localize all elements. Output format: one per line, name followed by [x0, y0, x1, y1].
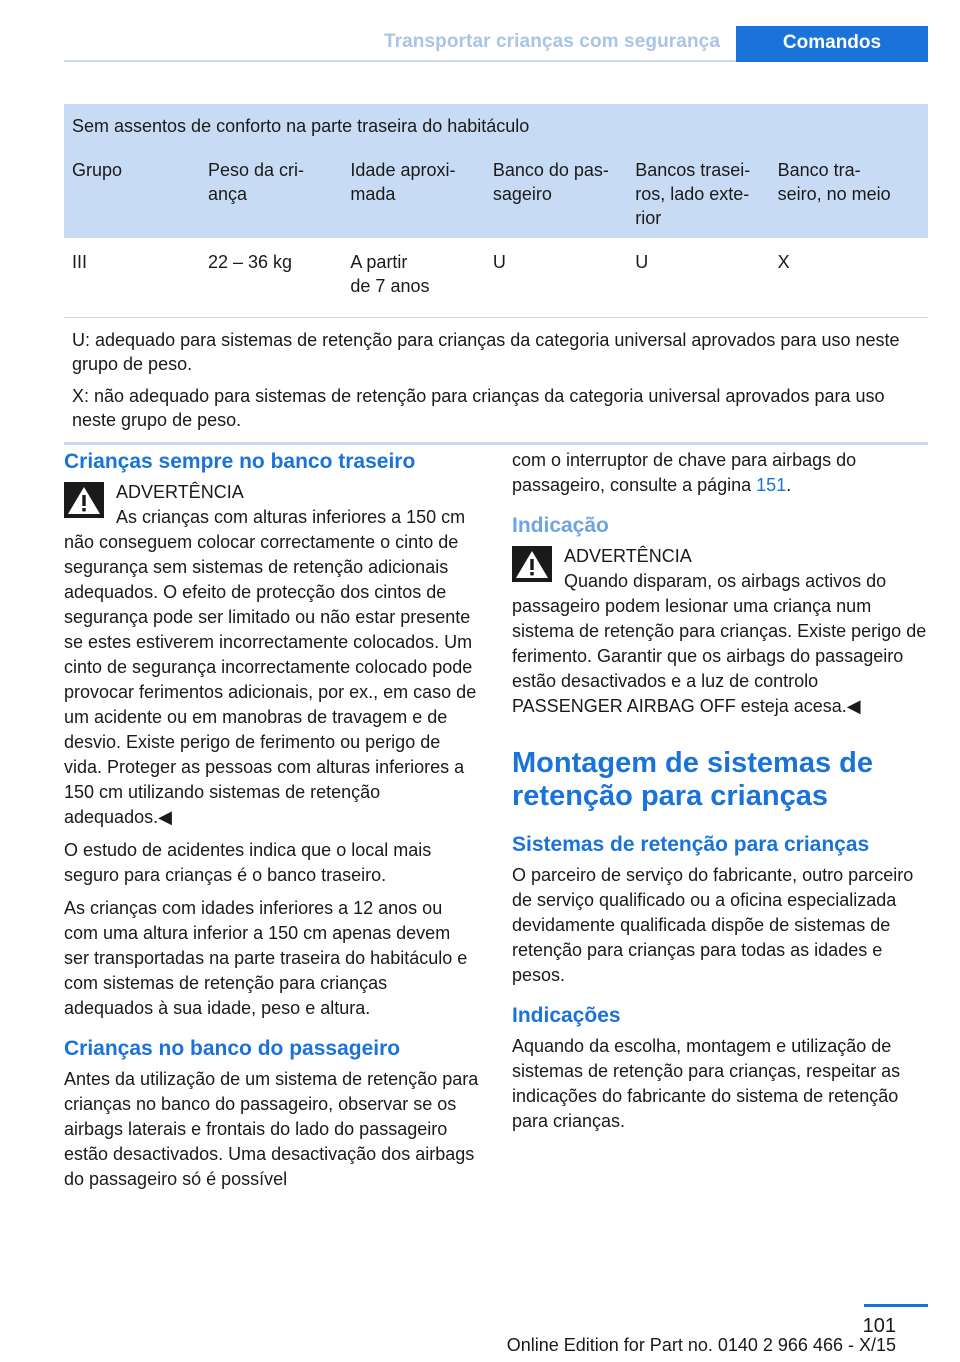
warning-text: Quando disparam, os airbags activos do passageiro podem lesionar uma criança num sistema de retenção para crianças. Existe perigo de ferimento. Garantir que os airbags do passageiro estão desactivados e a luz de controlo PASSENGER AIRBAG OFF esteja acesa.◀ [512, 571, 927, 716]
table-cell: 22 – 36 kg [208, 252, 293, 272]
table-column-header: Bancos trasei- ros, lado exte- rior [635, 160, 751, 228]
warning-triangle-icon [512, 546, 552, 582]
heading-passenger-seat: Crianças no banco do passageiro [64, 1037, 401, 1060]
paragraph: O parceiro de serviço do fabricante, outro parceiro de serviço qualificado ou a oficina especializada devidamente qualificada dispõe de sistemas de retenção para crianças para todas as idades e pesos. [512, 865, 914, 985]
left-column [64, 448, 480, 1200]
table-cell: U [492, 252, 506, 272]
footer-rule [864, 1304, 928, 1307]
warning-label: ADVERTÊNCIA [564, 546, 692, 566]
header-rule [64, 60, 736, 62]
heading-mounting: Montagem de sistemas de retenção para crianças [512, 747, 873, 812]
table-cell: A partir de 7 anos [350, 252, 430, 296]
paragraph: O estudo de acidentes indica que o local mais seguro para crianças é o banco traseiro. [64, 840, 432, 885]
child-seat-table [64, 104, 928, 445]
table-caption: Sem assentos de conforto na parte traseira do habitáculo [72, 116, 530, 136]
table-cell: U [635, 252, 649, 272]
heading-rear-seat: Crianças sempre no banco traseiro [64, 450, 416, 473]
table-column-header: Grupo [72, 160, 123, 180]
edition-note: Online Edition for Part no. 0140 2 966 466 - X/15 [506, 1335, 896, 1355]
heading-notes: Indicações [512, 1004, 621, 1027]
table-notes [64, 318, 928, 445]
paragraph: Aquando da escolha, montagem e utilização de sistemas de retenção para crianças, respeitar as indicações do fabricante do sistema de retenção para crianças. [512, 1036, 901, 1131]
paragraph-text: com o interruptor de chave para airbags do passageiro, consulte a página [512, 450, 857, 495]
section-title: Transportar crianças com segurança [383, 31, 720, 52]
right-column [512, 448, 928, 1142]
paragraph: As crianças com idades inferiores a 12 anos ou com uma altura inferior a 150 cm apenas devem ser transportadas na parte traseira do habitáculo e com sistemas de retenção para crianças adequados à sua idade, peso e altura. [64, 898, 468, 1018]
warning-block-2 [512, 544, 928, 719]
table-cell: III [72, 252, 88, 272]
paragraph [512, 448, 928, 498]
paragraph: Antes da utilização de um sistema de retenção para crianças no banco do passageiro, observar se os airbags laterais e frontais do lado do passageiro estão desactivados. Uma desactivação dos airbags do passageiro só é possível [64, 1069, 479, 1189]
table-note-x: X: não adequado para sistemas de retenção para crianças da categoria universal aprovados para uso neste grupo de peso. [72, 386, 885, 430]
table-cell: X [777, 252, 790, 272]
table-body [64, 238, 928, 318]
table-column-header: Banco tra- seiro, no meio [777, 160, 891, 204]
heading-restraint-systems: Sistemas de retenção para crianças [512, 833, 870, 856]
warning-triangle-icon [64, 482, 104, 518]
table-row [72, 250, 920, 298]
page-number: 101 [862, 1315, 896, 1337]
table-note-u: U: adequado para sistemas de retenção para crianças da categoria universal aprovados para uso neste grupo de peso. [72, 330, 900, 374]
table-column-header: Banco do pas- sageiro [492, 160, 609, 204]
warning-text: As crianças com alturas inferiores a 150 cm não conseguem colocar correctamente o cinto de segurança sem sistemas de retenção adicionais adequados. O efeito de protecção dos cintos de segurança pode ser limitado ou não estar presente se estes estiverem incorrectamente colocados. Um cinto de segurança incorrectamente colocado pode provocar ferimentos adicionais, por ex., em caso de um acidente ou em manobras de travagem e de desvio. Existe perigo de ferimento ou perigo de vida. Proteger as pessoas com alturas inferiores a 150 cm utilizando sistemas de retenção adequados.◀ [64, 507, 477, 827]
table-column-headers [72, 158, 920, 230]
table-column-header: Idade aproxi- mada [350, 160, 456, 204]
chapter-tab[interactable]: Comandos [736, 26, 928, 62]
heading-note: Indicação [512, 514, 609, 537]
warning-block-1 [64, 480, 480, 830]
table-column-header: Peso da cri- ança [208, 160, 305, 204]
paragraph-text: . [786, 475, 792, 495]
table-header [64, 104, 928, 238]
page-header [64, 26, 928, 62]
warning-label: ADVERTÊNCIA [116, 482, 244, 502]
page-reference-link[interactable]: 151 [756, 475, 787, 495]
